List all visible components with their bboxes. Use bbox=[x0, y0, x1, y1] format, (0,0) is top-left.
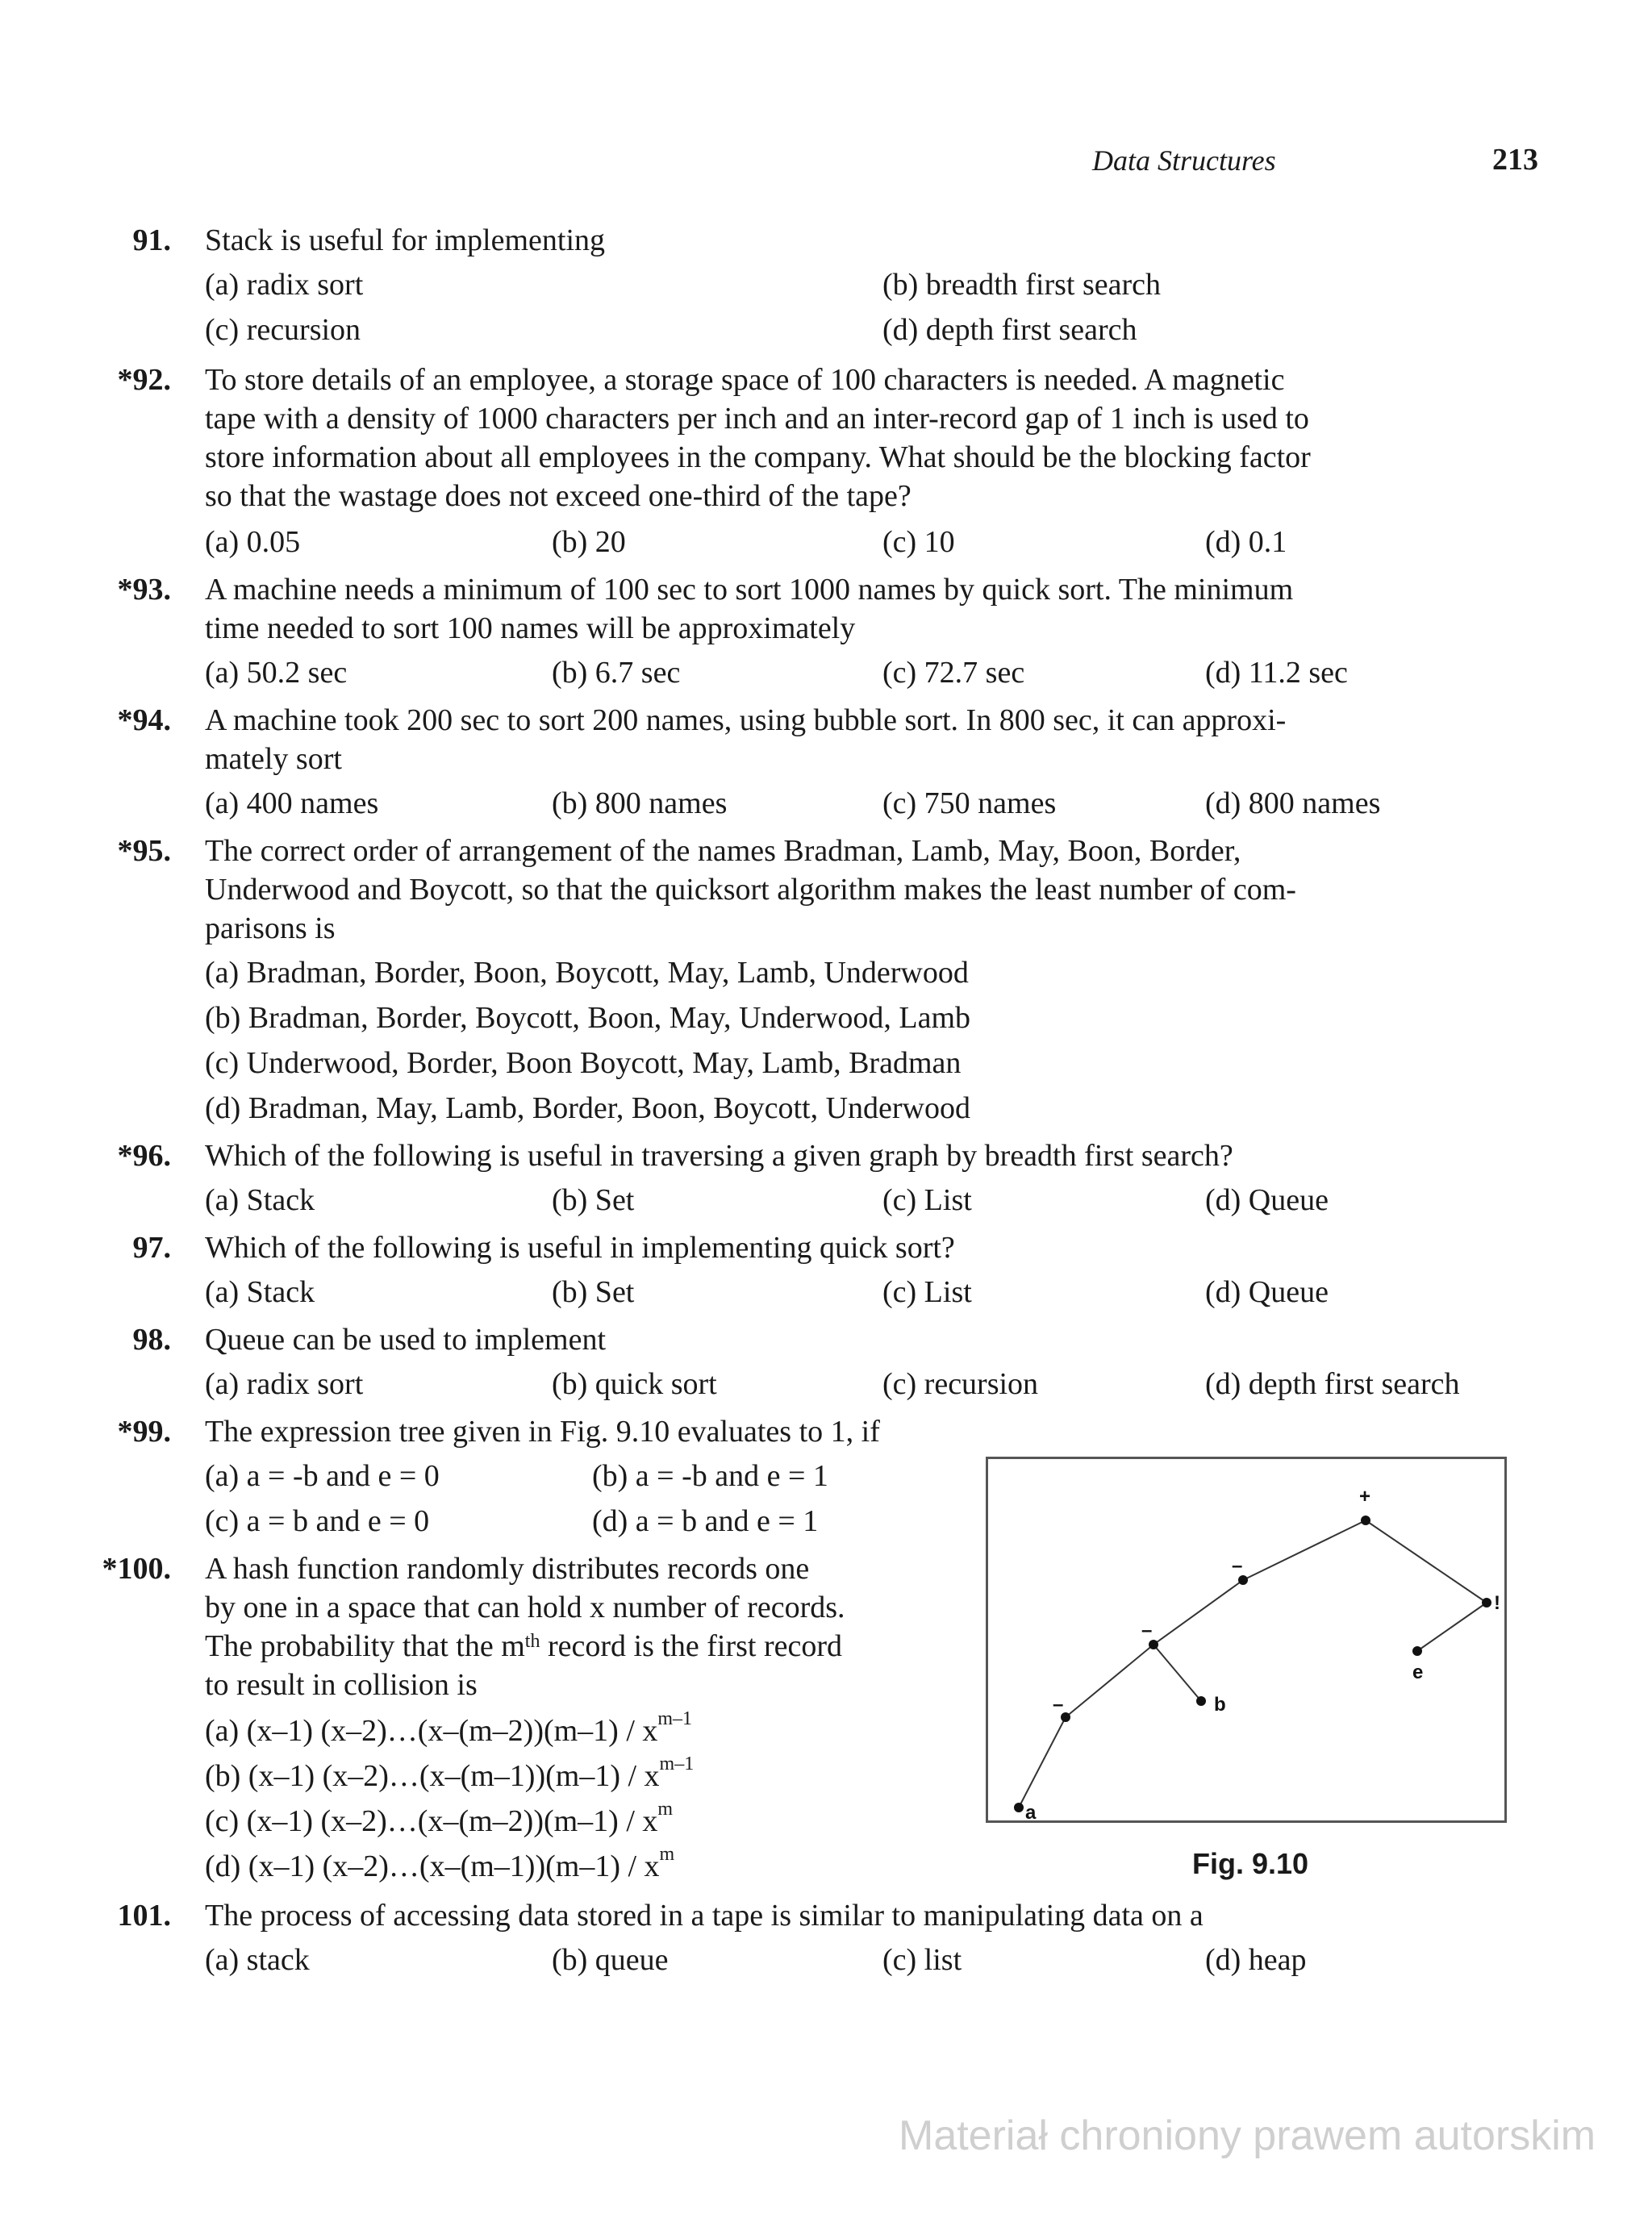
option-a: (a) a = -b and e = 0 bbox=[205, 1459, 440, 1493]
option-a: (a) 0.05 bbox=[205, 525, 301, 559]
question-number: *95. bbox=[117, 834, 171, 868]
question-text-line: store information about all employees in the company. What should be the blocking factor bbox=[205, 440, 1311, 474]
question-text: Which of the following is useful in traversing a given graph by breadth first search? bbox=[205, 1139, 1233, 1173]
option-d: (d) 11.2 sec bbox=[1205, 656, 1348, 690]
question-text-line: Underwood and Boycott, so that the quicksort algorithm makes the least number of com- bbox=[205, 873, 1296, 907]
option-a: (a) Bradman, Border, Boon, Boycott, May, Lamb, Underwood bbox=[205, 956, 969, 990]
question-number: *93. bbox=[117, 573, 171, 607]
node-root bbox=[1361, 1516, 1370, 1525]
node-bang bbox=[1482, 1598, 1491, 1607]
option-d: (d) Queue bbox=[1205, 1275, 1329, 1309]
question-text-line: time needed to sort 100 names will be approximately bbox=[205, 611, 856, 645]
option-d: (d) heap bbox=[1205, 1943, 1307, 1977]
label-n2: – bbox=[1141, 1620, 1153, 1641]
question-text: Queue can be used to implement bbox=[205, 1323, 607, 1357]
option-c: (c) List bbox=[882, 1183, 972, 1217]
running-header-title: Data Structures bbox=[1092, 144, 1276, 177]
question-text: Stack is useful for implementing bbox=[205, 223, 606, 257]
option-b: (b) a = -b and e = 1 bbox=[592, 1459, 828, 1493]
option-a: (a) (x–1) (x–2)…(x–(m–2))(m–1) / $x^{m-1}$ bbox=[205, 1708, 693, 1748]
question-text-line: mately sort bbox=[205, 742, 342, 776]
label-n1: – bbox=[1232, 1555, 1243, 1577]
edge-n2-b bbox=[1153, 1645, 1201, 1701]
question-text-line: A machine needs a minimum of 100 sec to sort 1000 names by quick sort. The minimum bbox=[205, 573, 1294, 607]
question-number: *100. bbox=[102, 1552, 171, 1586]
question-text-line: to result in collision is bbox=[205, 1668, 478, 1702]
edge-n2-n3 bbox=[1066, 1645, 1153, 1717]
question-text-line: The correct order of arrangement of the names Bradman, Lamb, May, Boon, Border, bbox=[205, 834, 1241, 868]
label-e: e bbox=[1412, 1662, 1424, 1683]
option-b: (b) 6.7 sec bbox=[552, 656, 681, 690]
node-a bbox=[1014, 1803, 1024, 1812]
question-text-line: The probability that the $m^{th}$ record is the first record bbox=[205, 1629, 843, 1663]
question-text-line: parisons is bbox=[205, 911, 336, 945]
question-number: 97. bbox=[132, 1231, 171, 1265]
label-n3: – bbox=[1053, 1694, 1064, 1716]
option-d: (d) (x–1) (x–2)…(x–(m–1))(m–1) / $x^m$ bbox=[205, 1844, 675, 1883]
option-b: (b) Set bbox=[552, 1275, 635, 1309]
option-c: (c) 10 bbox=[882, 525, 955, 559]
label-b: b bbox=[1214, 1694, 1226, 1716]
label-a: a bbox=[1025, 1802, 1037, 1820]
expression-tree-diagram bbox=[988, 1459, 1504, 1820]
option-b: (b) queue bbox=[552, 1943, 669, 1977]
question-number: 101. bbox=[117, 1899, 171, 1933]
question-text: The process of accessing data stored in a tape is similar to manipulating data on a bbox=[205, 1899, 1204, 1933]
option-a: (a) stack bbox=[205, 1943, 310, 1977]
option-a: (a) radix sort bbox=[205, 1367, 364, 1401]
option-c: (c) recursion bbox=[205, 313, 361, 347]
question-text-line: tape with a density of 1000 characters per inch and an inter-record gap of 1 inch is used to bbox=[205, 402, 1309, 436]
option-a: (a) radix sort bbox=[205, 268, 364, 302]
label-root: + bbox=[1359, 1486, 1371, 1507]
option-d: (d) Bradman, May, Lamb, Border, Boon, Boycott, Underwood bbox=[205, 1091, 970, 1125]
question-text-line: by one in a space that can hold x number of records. bbox=[205, 1591, 845, 1624]
option-d: (d) a = b and e = 1 bbox=[592, 1504, 819, 1538]
page-number: 213 bbox=[1492, 143, 1538, 177]
edge-bang-e bbox=[1417, 1603, 1487, 1651]
question-text-line: so that the wastage does not exceed one-third of the tape? bbox=[205, 479, 912, 513]
option-a: (a) 50.2 sec bbox=[205, 656, 348, 690]
question-text-line: A machine took 200 sec to sort 200 names, using bubble sort. In 800 sec, it can approxi- bbox=[205, 703, 1287, 737]
question-text: The expression tree given in Fig. 9.10 evaluates to 1, if bbox=[205, 1415, 880, 1449]
expression-tree-figure bbox=[986, 1457, 1507, 1823]
option-b: (b) 800 names bbox=[552, 786, 728, 820]
question-number: *96. bbox=[117, 1139, 171, 1173]
option-c: (c) recursion bbox=[882, 1367, 1039, 1401]
edge-root-bang bbox=[1366, 1520, 1487, 1603]
option-c: (c) Underwood, Border, Boon Boycott, May, Lamb, Bradman bbox=[205, 1046, 962, 1080]
option-c: (c) 72.7 sec bbox=[882, 656, 1025, 690]
question-text-line: To store details of an employee, a storage space of 100 characters is needed. A magnetic bbox=[205, 363, 1285, 397]
option-d: (d) Queue bbox=[1205, 1183, 1329, 1217]
option-b: (b) (x–1) (x–2)…(x–(m–1))(m–1) / $x^{m-1}$ bbox=[205, 1753, 695, 1793]
node-e bbox=[1412, 1646, 1422, 1656]
option-b: (b) breadth first search bbox=[882, 268, 1162, 302]
option-c: (c) list bbox=[882, 1943, 962, 1977]
option-c: (c) a = b and e = 0 bbox=[205, 1504, 430, 1538]
edge-n1-n2 bbox=[1153, 1580, 1243, 1645]
option-c: (c) (x–1) (x–2)…(x–(m–2))(m–1) / $x^m$ bbox=[205, 1799, 674, 1838]
option-d: (d) depth first search bbox=[1205, 1367, 1460, 1401]
option-d: (d) 0.1 bbox=[1205, 525, 1287, 559]
figure-caption: Fig. 9.10 bbox=[1192, 1847, 1309, 1880]
question-text: Which of the following is useful in implementing quick sort? bbox=[205, 1231, 955, 1265]
option-a: (a) Stack bbox=[205, 1183, 315, 1217]
question-number: *99. bbox=[117, 1415, 171, 1449]
option-d: (d) depth first search bbox=[882, 313, 1137, 347]
edge-n3-a bbox=[1019, 1717, 1066, 1808]
option-a: (a) 400 names bbox=[205, 786, 379, 820]
question-text-line: A hash function randomly distributes records one bbox=[205, 1552, 810, 1586]
option-b: (b) Bradman, Border, Boycott, Boon, May, Underwood, Lamb bbox=[205, 1001, 970, 1035]
option-b: (b) Set bbox=[552, 1183, 635, 1217]
edge-root-n1 bbox=[1243, 1520, 1366, 1580]
option-b: (b) 20 bbox=[552, 525, 626, 559]
option-c: (c) List bbox=[882, 1275, 972, 1309]
node-b bbox=[1196, 1696, 1206, 1706]
label-bang: ! bbox=[1494, 1592, 1500, 1614]
option-c: (c) 750 names bbox=[882, 786, 1057, 820]
question-number: 98. bbox=[132, 1323, 171, 1357]
question-number: *94. bbox=[117, 703, 171, 737]
option-b: (b) quick sort bbox=[552, 1367, 717, 1401]
question-number: *92. bbox=[117, 363, 171, 397]
option-d: (d) 800 names bbox=[1205, 786, 1381, 820]
question-number: 91. bbox=[132, 223, 171, 257]
copyright-watermark: Materiał chroniony prawem autorskim bbox=[899, 2112, 1596, 2159]
option-a: (a) Stack bbox=[205, 1275, 315, 1309]
